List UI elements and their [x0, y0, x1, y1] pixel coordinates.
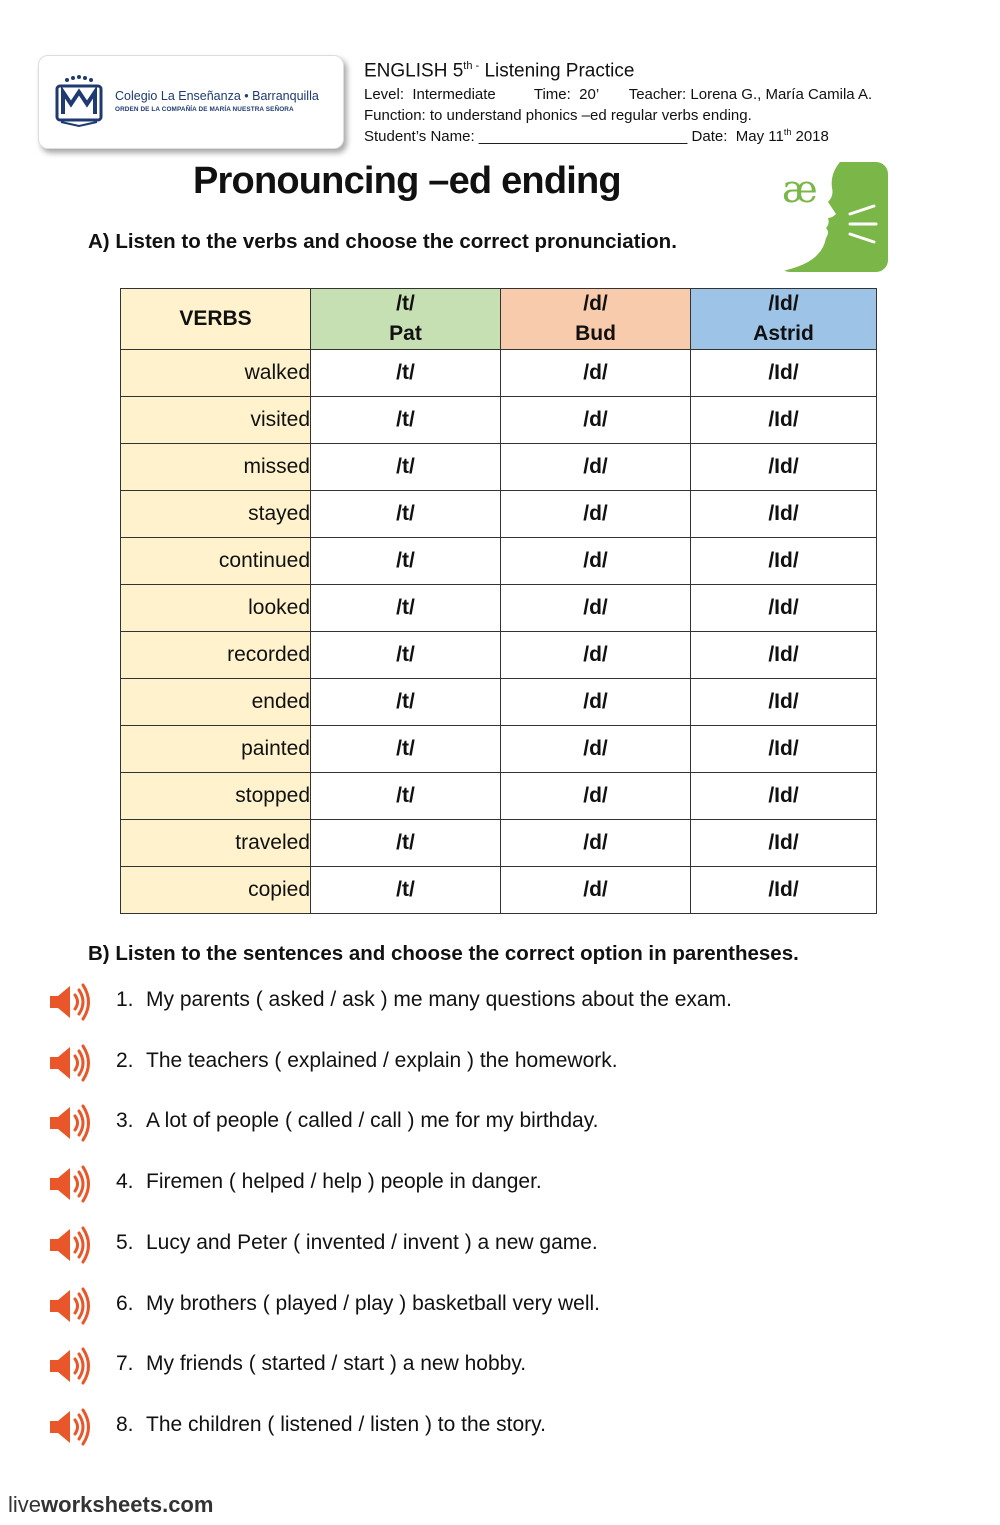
pronunciation-option[interactable]: /Id/	[691, 444, 877, 491]
table-row	[121, 585, 877, 632]
ae-symbol: æ	[782, 167, 818, 211]
pronunciation-option[interactable]: /t/	[311, 538, 501, 585]
sentence-number: 1.	[116, 988, 134, 1011]
verb-cell: continued	[121, 538, 311, 585]
pronunciation-option[interactable]: /t/	[311, 773, 501, 820]
pronunciation-option[interactable]: /d/	[501, 632, 691, 679]
table-row	[121, 397, 877, 444]
sentence-item	[46, 1164, 946, 1204]
sentence-text[interactable]: A lot of people ( called / call ) me for my birthday.	[146, 1109, 599, 1133]
school-logo	[38, 55, 344, 149]
header-t: /t/ Pat	[311, 289, 501, 350]
student-date-line: Student’s Name: _________________________ Date: May 11th 2018	[364, 127, 829, 145]
verb-cell: missed	[121, 444, 311, 491]
sentence-item	[46, 1346, 946, 1386]
pronunciation-option[interactable]: /Id/	[691, 773, 877, 820]
pronunciation-option[interactable]: /t/	[311, 632, 501, 679]
speaker-icon[interactable]	[46, 1225, 92, 1265]
header-d: /d/ Bud	[501, 289, 691, 350]
table-row	[121, 867, 877, 914]
table-header-row	[121, 289, 877, 350]
header-verbs: VERBS	[121, 289, 311, 350]
pronunciation-option[interactable]: /d/	[501, 397, 691, 444]
school-subtitle: ORDEN DE LA COMPAÑÍA DE MARÍA NUESTRA SEÑORA	[115, 106, 294, 113]
verb-cell: ended	[121, 679, 311, 726]
phonics-speaking-face-icon	[778, 162, 888, 272]
table-row	[121, 491, 877, 538]
pronunciation-option[interactable]: /t/	[311, 679, 501, 726]
pronunciation-option[interactable]: /t/	[311, 867, 501, 914]
verb-cell: walked	[121, 350, 311, 397]
pronunciation-option[interactable]: /Id/	[691, 397, 877, 444]
pronunciation-option[interactable]: /Id/	[691, 585, 877, 632]
sentence-text[interactable]: The teachers ( explained / explain ) the homework.	[146, 1048, 618, 1072]
speaker-icon[interactable]	[46, 1164, 92, 1204]
section-b-instruction: B) Listen to the sentences and choose the correct option in parentheses.	[88, 942, 799, 965]
table-row	[121, 632, 877, 679]
teacher-value: Lorena G., María Camila A.	[690, 86, 873, 103]
sentence-item	[46, 982, 946, 1022]
speaker-icon[interactable]	[46, 1407, 92, 1447]
pronunciation-option[interactable]: /d/	[501, 726, 691, 773]
sentence-number: 2.	[116, 1048, 134, 1072]
sentence-item	[46, 1225, 946, 1265]
table-row	[121, 444, 877, 491]
pronunciation-option[interactable]: /t/	[311, 726, 501, 773]
pronunciation-option[interactable]: /Id/	[691, 679, 877, 726]
table-row	[121, 820, 877, 867]
pronunciation-option[interactable]: /t/	[311, 397, 501, 444]
speaker-icon[interactable]	[46, 1286, 92, 1326]
sentence-number: 7.	[116, 1352, 134, 1376]
pronunciation-option[interactable]: /d/	[501, 820, 691, 867]
pronunciation-option[interactable]: /d/	[501, 585, 691, 632]
sentence-number: 8.	[116, 1412, 134, 1436]
sentence-text[interactable]: My friends ( started / start ) a new hobby.	[146, 1352, 527, 1376]
sentence-text[interactable]: The children ( listened / listen ) to the story.	[146, 1412, 546, 1436]
table-row	[121, 726, 877, 773]
verb-cell: recorded	[121, 632, 311, 679]
pronunciation-option[interactable]: /t/	[311, 444, 501, 491]
table-row	[121, 679, 877, 726]
pronunciation-option[interactable]: /Id/	[691, 632, 877, 679]
sentence-item	[46, 1103, 946, 1143]
verbs-pronunciation-table	[120, 288, 877, 914]
verb-cell: visited	[121, 397, 311, 444]
sentence-item	[46, 1407, 946, 1447]
table-row	[121, 773, 877, 820]
time-value: 20’	[579, 86, 599, 103]
sentence-item	[46, 1286, 946, 1326]
pronunciation-option[interactable]: /d/	[501, 679, 691, 726]
speaker-icon[interactable]	[46, 982, 92, 1022]
verb-cell: painted	[121, 726, 311, 773]
pronunciation-option[interactable]: /d/	[501, 350, 691, 397]
sentence-text[interactable]: My parents ( asked / ask ) me many questions about the exam.	[146, 988, 732, 1011]
sentence-number: 6.	[116, 1291, 134, 1315]
pronunciation-option[interactable]: /Id/	[691, 491, 877, 538]
pronunciation-option[interactable]: /t/	[311, 820, 501, 867]
pronunciation-option[interactable]: /d/	[501, 867, 691, 914]
speaker-icon[interactable]	[46, 1103, 92, 1143]
pronunciation-option[interactable]: /t/	[311, 491, 501, 538]
school-name: Colegio La Enseñanza • Barranquilla	[115, 89, 319, 103]
sentence-number: 3.	[116, 1109, 134, 1133]
verb-cell: traveled	[121, 820, 311, 867]
level-value: Intermediate	[412, 86, 496, 103]
verb-cell: stayed	[121, 491, 311, 538]
level-time-teacher-line: Level: Intermediate Time: 20’ Teacher: Lorena G., María Camila A.	[364, 86, 873, 103]
pronunciation-option[interactable]: /Id/	[691, 726, 877, 773]
sentence-text[interactable]: Lucy and Peter ( invented / invent ) a new game.	[146, 1230, 598, 1254]
pronunciation-option[interactable]: /t/	[311, 585, 501, 632]
function-line: Function: to understand phonics –ed regular verbs ending.	[364, 107, 752, 124]
pronunciation-option[interactable]: /Id/	[691, 350, 877, 397]
pronunciation-option[interactable]: /Id/	[691, 538, 877, 585]
school-emblem-icon	[53, 74, 105, 128]
verb-cell: looked	[121, 585, 311, 632]
student-name-blank[interactable]: _________________________	[478, 128, 688, 145]
pronunciation-option[interactable]: /Id/	[691, 820, 877, 867]
sentence-text[interactable]: My brothers ( played / play ) basketball very well.	[146, 1291, 601, 1315]
pronunciation-option[interactable]: /d/	[501, 491, 691, 538]
sentence-item	[46, 1043, 946, 1083]
speaker-icon[interactable]	[46, 1346, 92, 1386]
pronunciation-option[interactable]: /d/	[501, 538, 691, 585]
section-a-instruction: A) Listen to the verbs and choose the correct pronunciation.	[88, 230, 677, 253]
pronunciation-option[interactable]: /Id/	[691, 867, 877, 914]
sentence-text[interactable]: Firemen ( helped / help ) people in danger.	[146, 1170, 542, 1194]
pronunciation-option[interactable]: /d/	[501, 773, 691, 820]
header-id: /Id/ Astrid	[691, 289, 877, 350]
pronunciation-option[interactable]: /d/	[501, 444, 691, 491]
footer-brand: liveworksheets.com	[8, 1492, 214, 1517]
table-row	[121, 350, 877, 397]
pronunciation-option[interactable]: /t/	[311, 350, 501, 397]
worksheet-course-title: ENGLISH $5^{th -}$ Listening Practice	[364, 60, 635, 82]
sentence-number: 5.	[116, 1230, 134, 1254]
speaker-icon[interactable]	[46, 1043, 92, 1083]
verb-cell: copied	[121, 867, 311, 914]
page-title: Pronouncing –ed ending	[193, 160, 621, 202]
table-row	[121, 538, 877, 585]
verb-cell: stopped	[121, 773, 311, 820]
sentence-number: 4.	[116, 1170, 134, 1194]
